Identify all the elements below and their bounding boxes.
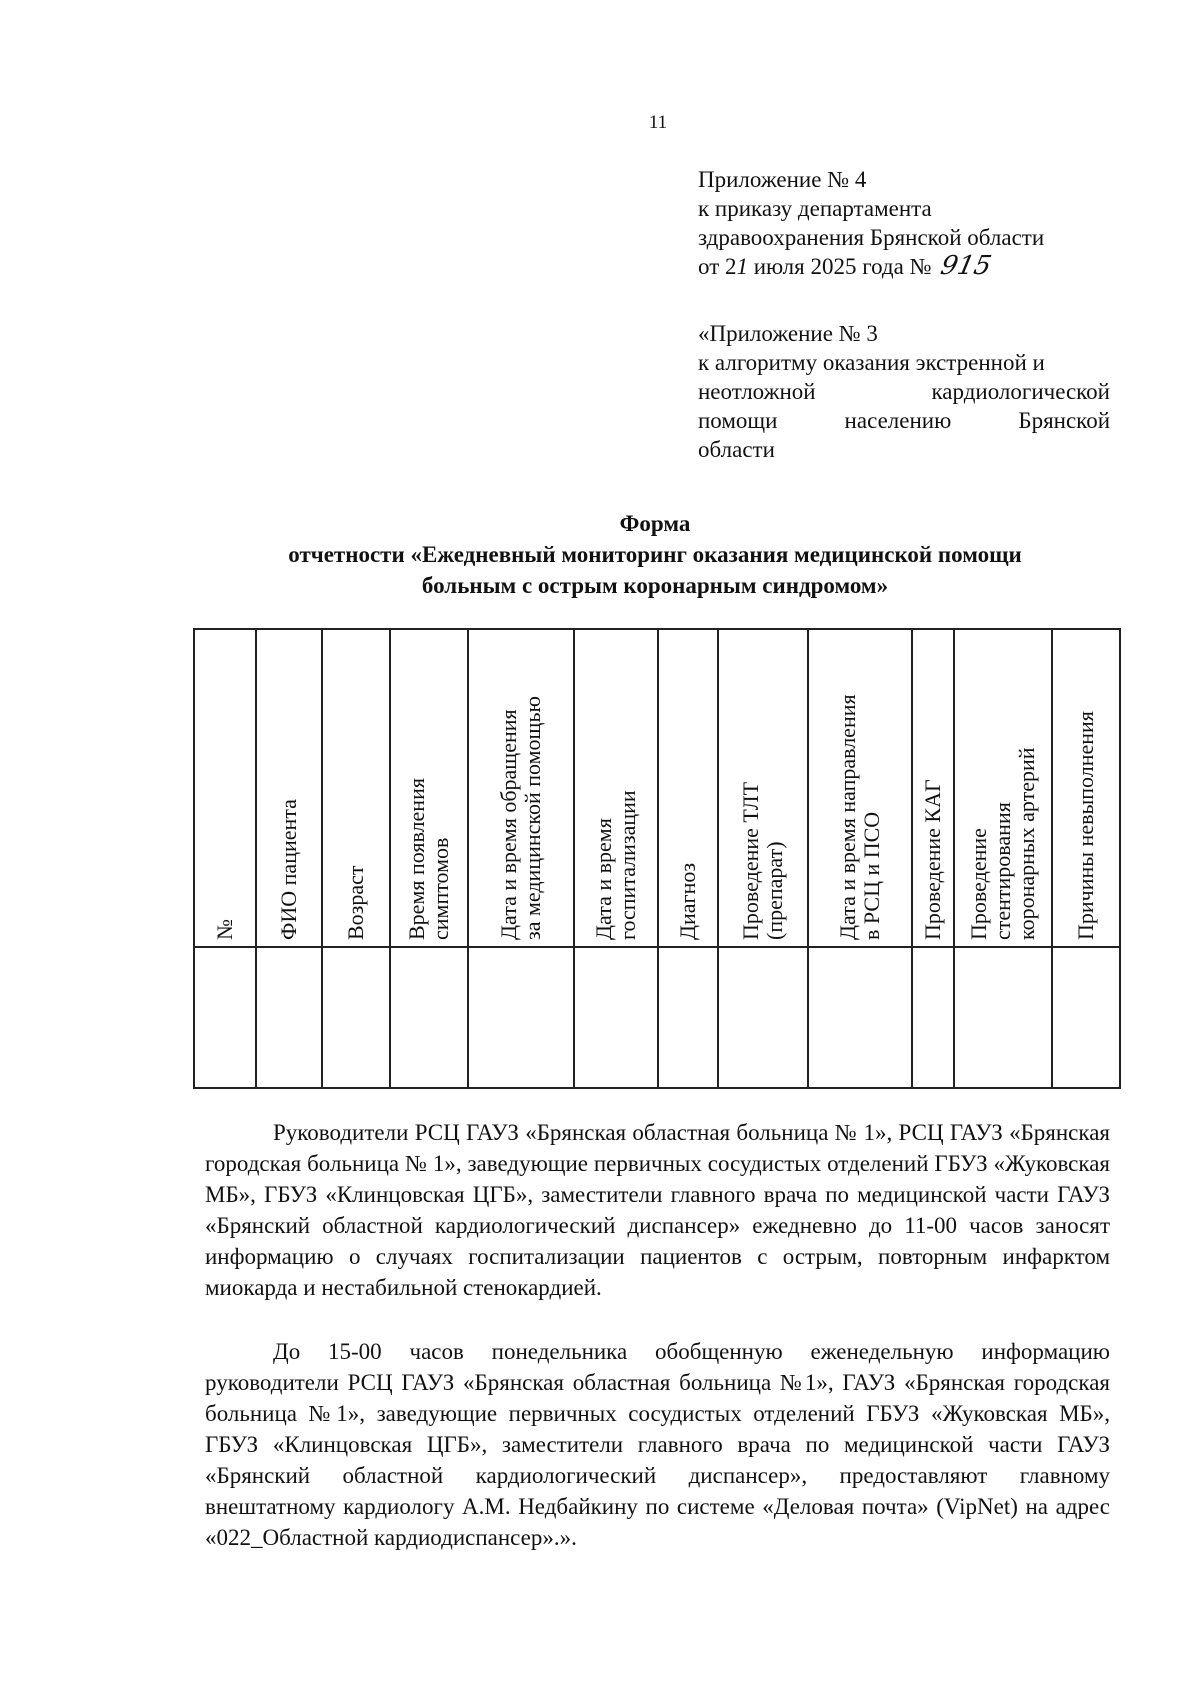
column-header-age: Возраст (322, 629, 390, 947)
previous-annex-line5: области (698, 437, 775, 462)
form-subtitle-line2: больным с острым коронарным синдромом» (421, 573, 889, 598)
annex-header (698, 165, 1110, 281)
table-header-row (194, 629, 1120, 947)
column-header-symptom-time: Время появления симптомов (390, 629, 468, 947)
table-cell (1052, 947, 1120, 1088)
table-cell (390, 947, 468, 1088)
annex-date-handwritten-day: 1 (736, 254, 748, 279)
table-cell (574, 947, 658, 1088)
form-heading (200, 508, 1110, 601)
annex-date-line (698, 252, 1110, 281)
column-header-nonperformance-reasons: Причины невыполнения (1052, 629, 1120, 947)
table-cell (912, 947, 954, 1088)
annex-order-line: к приказу департамента (698, 196, 932, 221)
body-paragraph-2: До 15-00 часов понедельника обобщенную еженедельную информацию руководители РСЦ ГАУЗ «Брянская областная больница №1», ГАУЗ «Брянская городская больница №1», заведующие первичных сосудистых отделений ГБУЗ «Жуковская МБ», ГБУЗ «Клинцовская ЦГБ», заместители главного врача по медицинской части ГАУЗ «Брянский областной кардиологический диспансер», предоставляют главному внештатному кардиологу А.М. Недбайкину по системе «Деловая почта» (VipNet) на адрес «022_Областной кардиодиспансер».». (205, 1339, 1110, 1550)
previous-annex-header (698, 319, 1110, 464)
table-cell (468, 947, 574, 1088)
column-header-referral-datetime: Дата и время направления в РСЦ и ПСО (808, 629, 912, 947)
annex-date-rest: июля 2025 года № (753, 254, 932, 279)
page-number: 11 (648, 112, 668, 133)
table-cell (718, 947, 808, 1088)
handwritten-order-number: 915 (938, 251, 995, 281)
column-header-stenting: Проведение стентирования коронарных артерий (954, 629, 1052, 947)
previous-annex-title: «Приложение № 3 (698, 321, 878, 346)
form-subtitle-line1: отчетности «Ежедневный мониторинг оказания медицинской помощи (288, 542, 1022, 567)
previous-annex-line4: помощи населению Брянской (698, 408, 1110, 433)
column-header-request-datetime: Дата и время обращения за медицинской помощью (468, 629, 574, 947)
table-cell (322, 947, 390, 1088)
table-cell (808, 947, 912, 1088)
annex-title: Приложение № 4 (698, 167, 867, 192)
previous-annex-line2: к алгоритму оказания экстренной и (698, 350, 1045, 375)
column-header-patient-name: ФИО пациента (256, 629, 322, 947)
column-header-diagnosis: Диагноз (658, 629, 718, 947)
body-paragraph-1: Руководители РСЦ ГАУЗ «Брянская областная больница № 1», РСЦ ГАУЗ «Брянская городская больница № 1», заведующие первичных сосудистых отделений ГБУЗ «Жуковская МБ», ГБУЗ «Клинцовская ЦГБ», заместители главного врача по медицинской части ГАУЗ «Брянский областной кардиологический диспансер» ежедневно до 11-00 часов заносят информацию о случаях госпитализации пациентов с острым, повторным инфарктом миокарда и нестабильной стенокардией. (205, 1120, 1110, 1300)
form-title: Форма (619, 511, 691, 536)
report-form-table (193, 628, 1121, 1089)
annex-date-prefix: от 2 (698, 254, 737, 279)
table-cell (194, 947, 256, 1088)
column-header-hospitalization-datetime: Дата и время госпитализации (574, 629, 658, 947)
column-header-kag: Проведение КАГ (912, 629, 954, 947)
table-cell (658, 947, 718, 1088)
column-header-number: № (194, 629, 256, 947)
table-cell (954, 947, 1052, 1088)
table-cell (256, 947, 322, 1088)
table-row (194, 947, 1120, 1088)
previous-annex-line3: неотложной кардиологической (698, 379, 1110, 404)
column-header-tlt: Проведение ТЛТ (препарат) (718, 629, 808, 947)
annex-department-line: здравоохранения Брянской области (698, 225, 1045, 250)
